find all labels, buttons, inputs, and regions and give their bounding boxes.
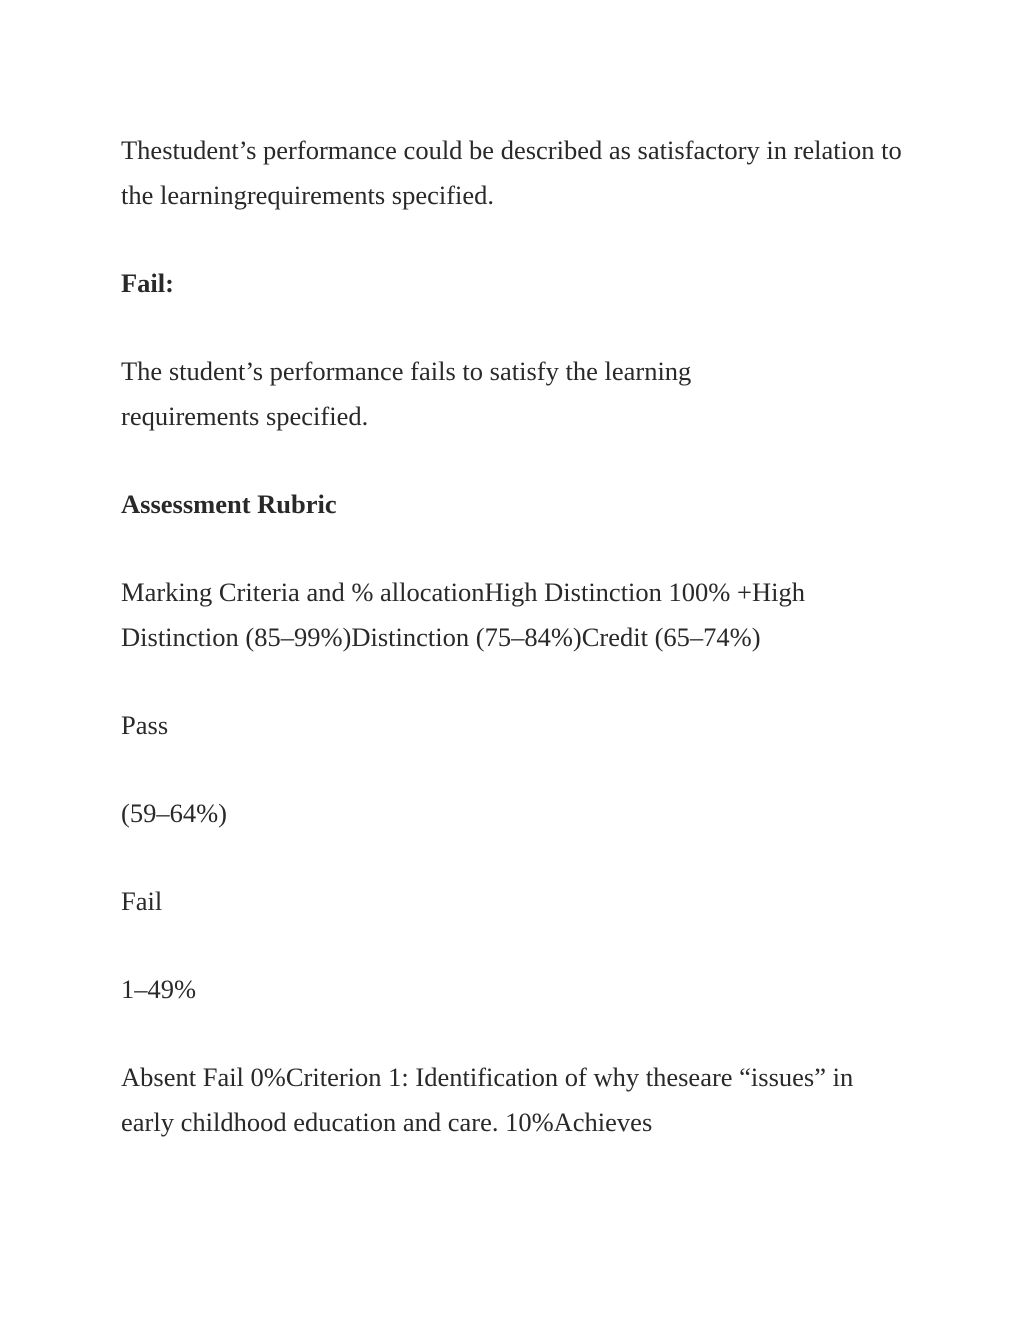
fail-label: Fail bbox=[121, 886, 163, 916]
marking-criteria-paragraph: Marking Criteria and % allocationHigh Distinction 100% +High Distinction (85–99%)Distinction (75–84%)Credit (65–74%) bbox=[121, 577, 805, 652]
rubric-heading: Assessment Rubric bbox=[121, 489, 337, 519]
fail-paragraph: The student’s performance fails to satisfy the learning requirements specified. bbox=[121, 356, 692, 431]
satisfactory-paragraph: Thestudent’s performance could be described as satisfactory in relation to the learningrequirements specified. bbox=[121, 135, 902, 210]
document-body bbox=[121, 128, 911, 1188]
absent-criterion-paragraph: Absent Fail 0%Criterion 1: Identification of why theseare “issues” in early childhood education and care. 10%Achieves bbox=[121, 1062, 854, 1137]
pass-label: Pass bbox=[121, 710, 169, 740]
pass-range: (59–64%) bbox=[121, 798, 227, 828]
fail-range: 1–49% bbox=[121, 974, 197, 1004]
fail-heading: Fail: bbox=[121, 268, 174, 298]
